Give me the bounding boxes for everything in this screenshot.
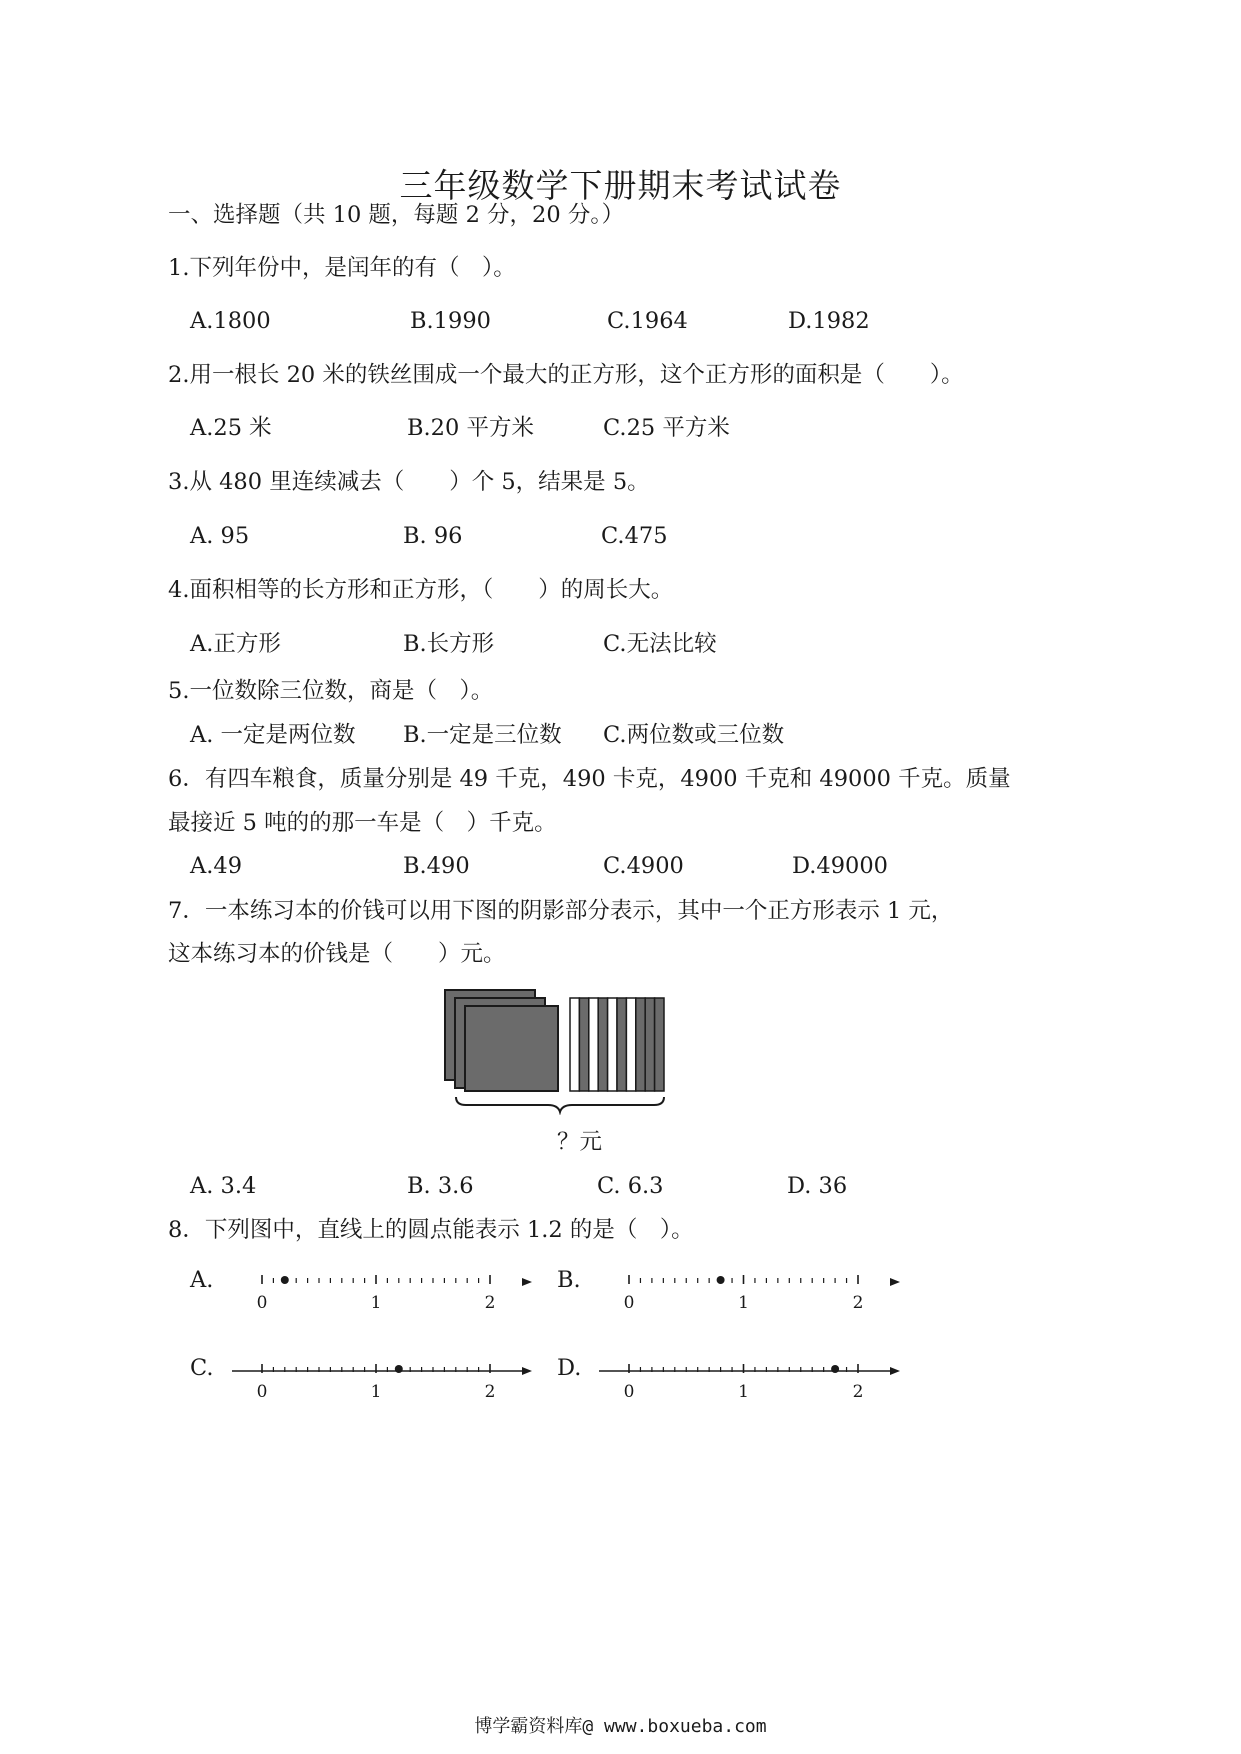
number-line-b-tick-label: 1 — [738, 1293, 749, 1313]
question-6-option-d[interactable]: D.49000 — [792, 853, 888, 879]
question-5-option-c[interactable]: C.两位数或三位数 — [603, 722, 785, 748]
number-line-a-tick-label: 0 — [256, 1293, 268, 1313]
number-lines-figure — [0, 1240, 1241, 1420]
price-shading-figure — [440, 985, 680, 1115]
footer-watermark: 博学霸资料库@ www.boxueba.com — [474, 1716, 767, 1737]
number-line-d-label[interactable]: D. — [557, 1355, 582, 1381]
question-5-stem: 5.一位数除三位数，商是（ ）。 — [168, 678, 494, 704]
section-heading: 一、选择题（共 10 题，每题 2 分，20 分。） — [168, 202, 625, 228]
number-line-b-tick-label: 0 — [623, 1293, 635, 1313]
question-2-option-a[interactable]: A.25 米 — [190, 415, 272, 441]
question-2-option-c[interactable]: C.25 平方米 — [603, 415, 730, 441]
question-7-option-a[interactable]: A. 3.4 — [190, 1173, 257, 1199]
question-4-option-c[interactable]: C.无法比较 — [603, 631, 717, 657]
number-line-c-tick-label: 2 — [484, 1382, 496, 1402]
number-line-b-arrow — [890, 1278, 900, 1286]
number-line-c-dot — [395, 1365, 403, 1373]
question-6-stem-line2: 最接近 5 吨的的那一车是（ ）千克。 — [168, 810, 557, 836]
question-6-option-c[interactable]: C.4900 — [603, 853, 684, 879]
number-line-c-tick-label: 0 — [256, 1382, 268, 1402]
number-line-a-tick-label: 1 — [370, 1293, 382, 1313]
number-line-a-dot — [281, 1276, 289, 1284]
question-6-stem-line1: 6．有四车粮食，质量分别是 49 千克，490 卡克，4900 千克和 49000 千克。质量 — [168, 766, 1011, 792]
question-7-stem-line2: 这本练习本的价钱是（ ）元。 — [168, 941, 506, 967]
question-4-stem: 4.面积相等的长方形和正方形，（ ）的周长大。 — [168, 577, 674, 603]
question-8-stem: 8．下列图中，直线上的圆点能表示 1.2 的是（ ）。 — [168, 1217, 694, 1243]
number-line-d-tick-label: 1 — [738, 1382, 749, 1402]
number-line-b-label[interactable]: B. — [557, 1267, 581, 1293]
question-6-option-a[interactable]: A.49 — [190, 853, 243, 879]
question-1-option-b[interactable]: B.1990 — [410, 308, 491, 334]
question-4-option-a[interactable]: A.正方形 — [190, 631, 281, 657]
number-line-c-tick-label: 1 — [370, 1382, 382, 1402]
number-line-d-dot — [831, 1365, 839, 1373]
whole-square-3 — [465, 1006, 558, 1091]
question-6-option-b[interactable]: B.490 — [403, 853, 470, 879]
question-1-option-d[interactable]: D.1982 — [788, 308, 870, 334]
question-1-option-c[interactable]: C.1964 — [607, 308, 688, 334]
question-1-stem: 1.下列年份中，是闰年的有（ ）。 — [168, 255, 516, 281]
number-line-d-tick-label: 0 — [623, 1382, 635, 1402]
number-line-a-arrow — [522, 1278, 532, 1286]
question-2-stem: 2.用一根长 20 米的铁丝围成一个最大的正方形，这个正方形的面积是（ ）。 — [168, 362, 964, 388]
number-line-b-dot — [717, 1276, 725, 1284]
number-line-d-tick-label: 2 — [852, 1382, 864, 1402]
brace — [456, 1097, 664, 1112]
question-5-option-a[interactable]: A. 一定是两位数 — [190, 722, 356, 748]
question-1-option-a[interactable]: A.1800 — [190, 308, 271, 334]
question-3-option-b[interactable]: B. 96 — [403, 523, 463, 549]
number-line-d-arrow — [890, 1367, 900, 1375]
question-7-option-b[interactable]: B. 3.6 — [407, 1173, 474, 1199]
number-line-c-label[interactable]: C. — [190, 1355, 214, 1381]
figure-price-label: ？元 — [557, 1129, 603, 1155]
question-7-option-d[interactable]: D. 36 — [787, 1173, 848, 1199]
question-4-option-b[interactable]: B.长方形 — [403, 631, 495, 657]
question-2-option-b[interactable]: B.20 平方米 — [407, 415, 534, 441]
exam-title: 三年级数学下册期末考试试卷 — [399, 166, 842, 205]
number-line-b-tick-label: 2 — [852, 1293, 864, 1313]
question-3-stem: 3.从 480 里连续减去（ ）个 5，结果是 5。 — [168, 469, 650, 495]
question-7-option-c[interactable]: C. 6.3 — [597, 1173, 664, 1199]
question-5-option-b[interactable]: B.一定是三位数 — [403, 722, 562, 748]
partial-square — [570, 998, 664, 1091]
question-7-stem-line1: 7．一本练习本的价钱可以用下图的阴影部分表示，其中一个正方形表示 1 元， — [168, 898, 954, 924]
question-3-option-c[interactable]: C.475 — [601, 523, 668, 549]
question-3-option-a[interactable]: A. 95 — [190, 523, 250, 549]
number-line-a-tick-label: 2 — [484, 1293, 496, 1313]
number-line-c-arrow — [522, 1367, 532, 1375]
number-line-a-label[interactable]: A. — [190, 1267, 214, 1293]
